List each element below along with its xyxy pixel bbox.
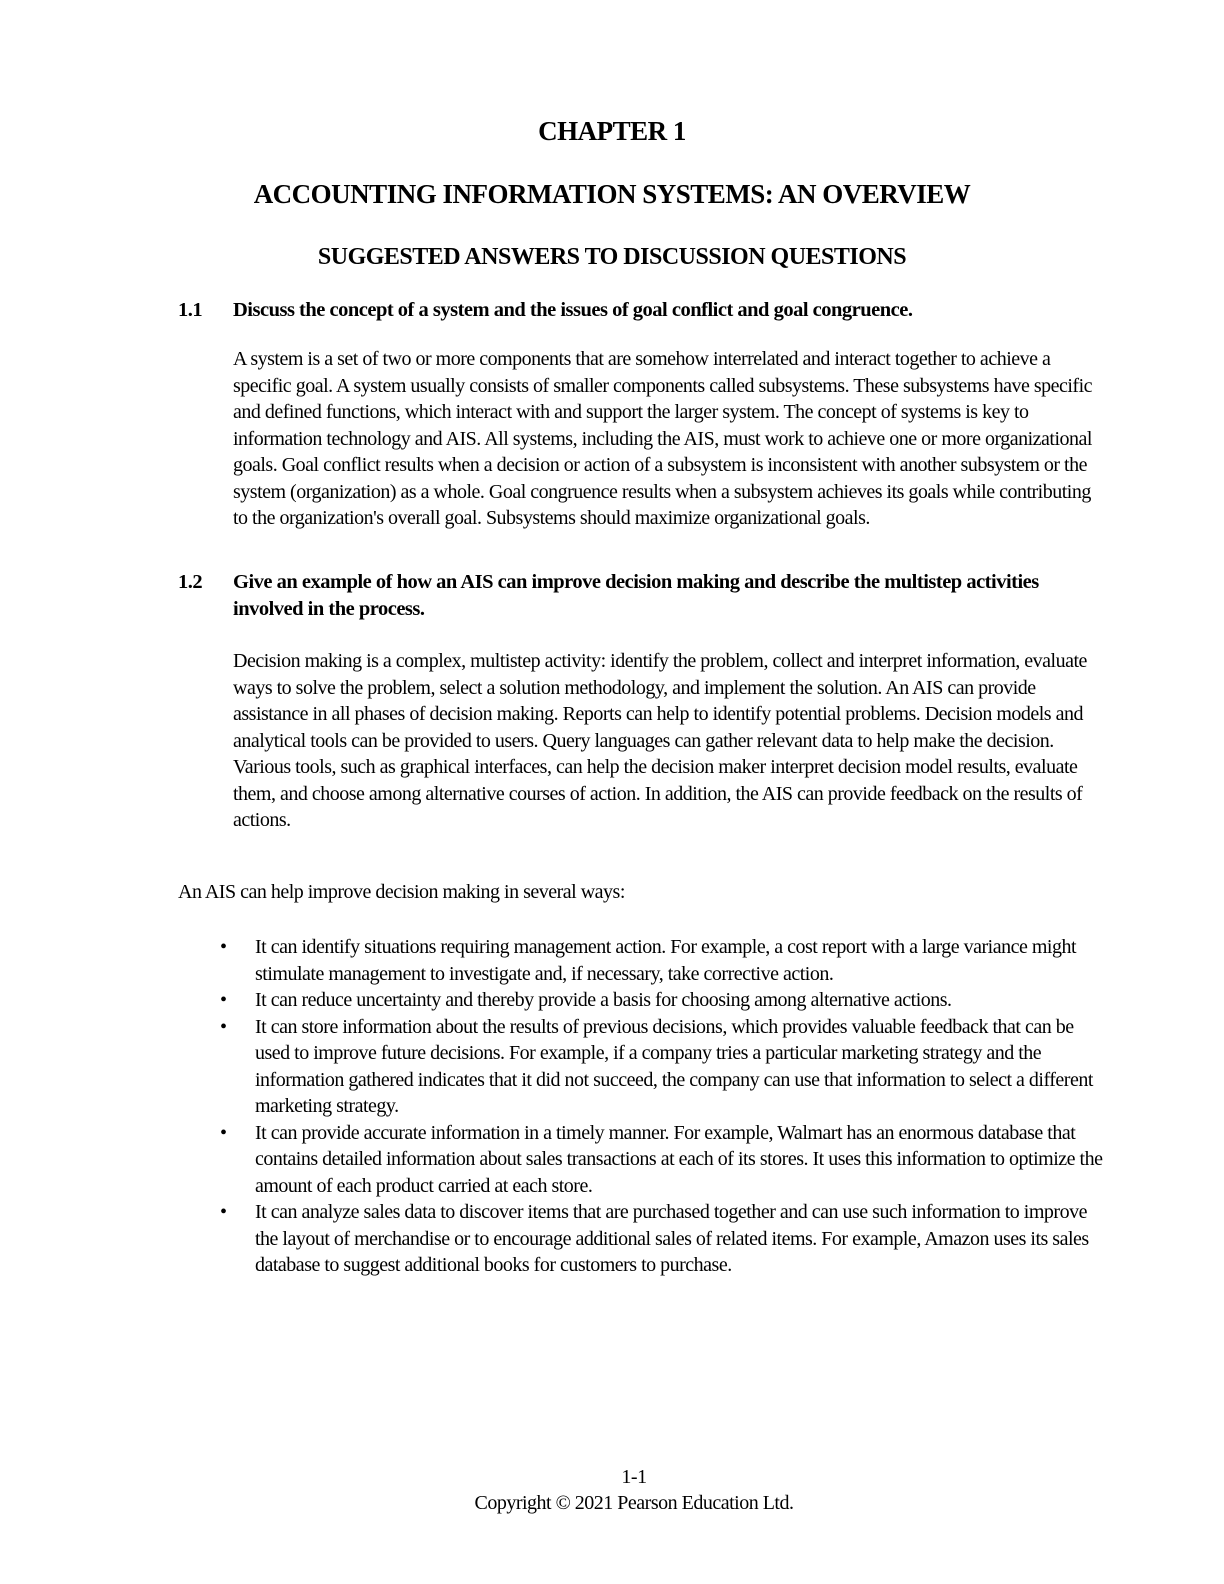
- page-number: 1-1: [621, 1466, 647, 1488]
- bullet-icon: •: [220, 936, 227, 958]
- question-1-heading: Discuss the concept of a system and the issues of goal conflict and goal congruence.: [233, 299, 913, 321]
- list-item: [220, 1199, 1107, 1279]
- bullet-icon: •: [220, 1121, 227, 1144]
- list-item: [220, 1120, 1107, 1200]
- list-item-text: It can store information about the results of previous decisions, which provides valuable feedback that can be used to improve future decisions. For example, if a company tries a particular marketing strategy and the information gathered indicates that it did not succeed, the company can use that information to select a different marketing strategy.: [255, 1015, 1093, 1117]
- copyright-line: Copyright © 2021 Pearson Education Ltd.: [474, 1492, 794, 1514]
- list-intro: An AIS can help improve decision making in several ways:: [178, 881, 625, 903]
- bullet-icon: •: [220, 1201, 227, 1223]
- question-2-heading: Give an example of how an AIS can improve decision making and describe the multistep activities involved in the process.: [233, 571, 1039, 620]
- chapter-heading: CHAPTER 1: [538, 116, 686, 146]
- list-item-text: It can analyze sales data to discover items that are purchased together and can use such information to improve the layout of merchandise or to encourage additional sales of related items. For example, Amazon uses its sales database to suggest additional books for customers to purchase.: [255, 1201, 1089, 1276]
- question-2-number: 1.2: [178, 571, 203, 593]
- list-item-text: It can reduce uncertainty and thereby provide a basis for choosing among alternative actions.: [255, 989, 952, 1011]
- question-1-answer: A system is a set of two or more components that are somehow interrelated and interact together to achieve a specific goal. A system usually consists of smaller components called subsystems. These subsystems have specific and defined functions, which interact with and support the larger system. The concept of systems is key to information technology and AIS. All systems, including the AIS, must work to achieve one or more organizational goals. Goal conflict results when a decision or action of a subsystem is inconsistent with another subsystem or the system (organization) as a whole. Goal congruence results when a subsystem achieves its goals while contributing to the organization's overall goal. Subsystems should maximize organizational goals.: [233, 348, 1093, 529]
- question-1-number: 1.1: [178, 299, 203, 321]
- list-item-text: It can provide accurate information in a timely manner. For example, Walmart has an enormous database that contains detailed information about sales transactions at each of its stores. It uses this information to optimize the amount of each product carried at each store.: [255, 1121, 1103, 1197]
- question-2-answer: Decision making is a complex, multistep activity: identify the problem, collect and interpret information, evaluate ways to solve the problem, select a solution methodology, and implement the solution. An AIS can provide assistance in all phases of decision making. Reports can help to identify potential problems. Decision models and analytical tools can be provided to users. Query languages can gather relevant data to help make the decision. Various tools, such as graphical interfaces, can help the decision maker interpret decision model results, evaluate them, and choose among alternative courses of action. In addition, the AIS can provide feedback on the results of actions.: [233, 650, 1087, 831]
- bullet-icon: •: [220, 1015, 227, 1038]
- document-title: ACCOUNTING INFORMATION SYSTEMS: AN OVERVIEW: [253, 179, 971, 209]
- bullet-icon: •: [220, 989, 227, 1011]
- benefits-list: [220, 934, 1110, 1279]
- question-2: [178, 569, 1108, 622]
- section-heading: SUGGESTED ANSWERS TO DISCUSSION QUESTIONS: [317, 244, 907, 270]
- list-item: [220, 934, 1107, 987]
- list-item-text: It can identify situations requiring management action. For example, a cost report with a large variance might stimulate management to investigate and, if necessary, take corrective action.: [255, 936, 1077, 985]
- question-1: [178, 297, 1108, 324]
- list-item: [220, 987, 1107, 1014]
- list-item: [220, 1014, 1107, 1120]
